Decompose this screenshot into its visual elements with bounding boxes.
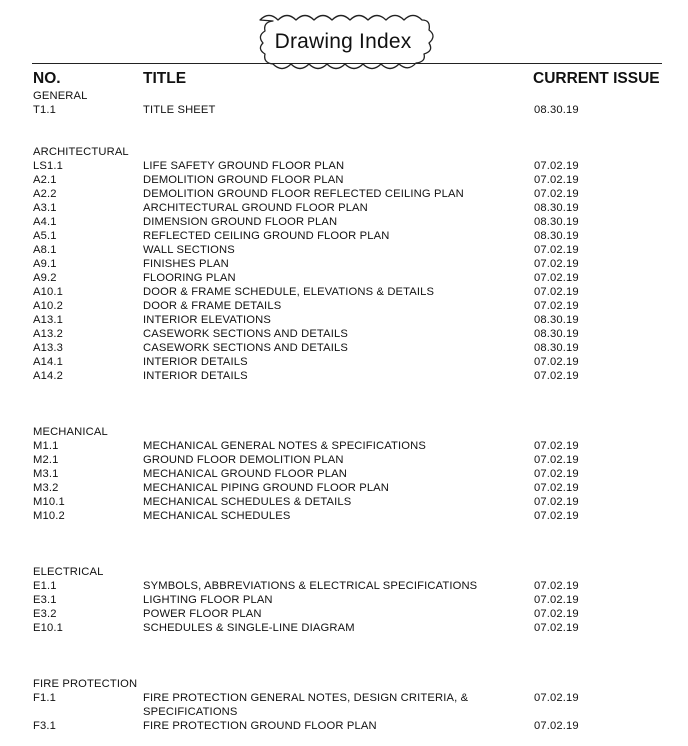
sheet-title: FIRE PROTECTION GENERAL NOTES, DESIGN CRITERIA, & SPECIFICATIONS (143, 692, 469, 718)
table-row (33, 173, 673, 187)
table-row (33, 495, 673, 509)
issue-date: 07.02.19 (534, 580, 579, 592)
issue-date: 07.02.19 (534, 720, 579, 732)
issue-date: 08.30.19 (534, 342, 579, 354)
sheet-title: MECHANICAL PIPING GROUND FLOOR PLAN (143, 482, 390, 494)
sheet-number: M10.2 (33, 510, 65, 522)
section-heading-mechanical: MECHANICAL (33, 426, 108, 438)
table-row (33, 159, 673, 173)
sheet-title: MECHANICAL GROUND FLOOR PLAN (143, 468, 347, 480)
issue-date: 07.02.19 (534, 300, 579, 312)
table-row (33, 453, 673, 467)
table-row (33, 243, 673, 257)
sheet-title: LIFE SAFETY GROUND FLOOR PLAN (143, 160, 345, 172)
issue-date: 07.02.19 (534, 510, 579, 522)
table-row (33, 593, 673, 607)
sheet-title: ARCHITECTURAL GROUND FLOOR PLAN (143, 202, 368, 214)
spacer (33, 537, 673, 551)
sheet-number: A9.2 (33, 272, 57, 284)
sheet-number: A10.1 (33, 286, 63, 298)
spacer (33, 117, 673, 131)
issue-date: 08.30.19 (534, 230, 579, 242)
issue-date: 07.02.19 (534, 468, 579, 480)
issue-date: 07.02.19 (534, 692, 579, 704)
sheet-title: SYMBOLS, ABBREVIATIONS & ELECTRICAL SPECIFICATIONS (143, 580, 478, 592)
spacer (33, 551, 673, 565)
sheet-number: A13.3 (33, 342, 63, 354)
sheet-number: E3.1 (33, 594, 57, 606)
sheet-number: M3.2 (33, 482, 59, 494)
issue-date: 07.02.19 (534, 244, 579, 256)
table-row (33, 201, 673, 215)
sheet-number: A14.2 (33, 370, 63, 382)
table-row (33, 327, 673, 341)
sheet-title: FINISHES PLAN (143, 258, 229, 270)
sheet-number: E1.1 (33, 580, 57, 592)
sheet-number: A10.2 (33, 300, 63, 312)
table-row (33, 369, 673, 383)
sheet-title: DOOR & FRAME SCHEDULE, ELEVATIONS & DETAILS (143, 286, 435, 298)
issue-date: 08.30.19 (534, 328, 579, 340)
sheet-title: CASEWORK SECTIONS AND DETAILS (143, 342, 348, 354)
sheet-title: MECHANICAL GENERAL NOTES & SPECIFICATIONS (143, 440, 426, 452)
table-row (33, 285, 673, 299)
sheet-title: FLOORING PLAN (143, 272, 236, 284)
sheet-number: F3.1 (33, 720, 56, 732)
section-heading-architectural: ARCHITECTURAL (33, 146, 129, 158)
sheet-title: INTERIOR DETAILS (143, 356, 248, 368)
issue-date: 07.02.19 (534, 594, 579, 606)
spacer (33, 523, 673, 537)
table-row (33, 621, 673, 635)
table-row (33, 691, 673, 719)
sheet-title: MECHANICAL SCHEDULES & DETAILS (143, 496, 352, 508)
sheet-number: F1.1 (33, 692, 56, 704)
sheet-title: INTERIOR DETAILS (143, 370, 248, 382)
sheet-title: DEMOLITION GROUND FLOOR PLAN (143, 174, 344, 186)
section-heading-fire-protection: FIRE PROTECTION (33, 678, 138, 690)
page-title: Drawing Index (274, 30, 412, 53)
sheet-title: LIGHTING FLOOR PLAN (143, 594, 273, 606)
sheet-title: MECHANICAL SCHEDULES (143, 510, 291, 522)
drawing-list (33, 89, 673, 733)
sheet-title: DEMOLITION GROUND FLOOR REFLECTED CEILING PLAN (143, 188, 464, 200)
section-heading-general: GENERAL (33, 90, 88, 102)
issue-date: 07.02.19 (534, 482, 579, 494)
table-row (33, 299, 673, 313)
sheet-title: TITLE SHEET (143, 104, 216, 116)
table-row (33, 341, 673, 355)
section-heading-electrical: ELECTRICAL (33, 566, 104, 578)
table-row (33, 271, 673, 285)
table-row (33, 719, 673, 733)
spacer (33, 649, 673, 663)
sheet-title: DIMENSION GROUND FLOOR PLAN (143, 216, 338, 228)
spacer (33, 383, 673, 397)
spacer (33, 663, 673, 677)
table-row (33, 313, 673, 327)
table-row (33, 481, 673, 495)
sheet-number: T1.1 (33, 104, 56, 116)
issue-date: 08.30.19 (534, 104, 579, 116)
table-row (33, 257, 673, 271)
table-row (33, 579, 673, 593)
issue-date: 07.02.19 (534, 174, 579, 186)
sheet-number: A4.1 (33, 216, 57, 228)
header-rule (32, 63, 662, 64)
sheet-number: E3.2 (33, 608, 57, 620)
sheet-title: FIRE PROTECTION GROUND FLOOR PLAN (143, 720, 377, 732)
table-row (33, 439, 673, 453)
sheet-number: LS1.1 (33, 160, 63, 172)
spacer (33, 635, 673, 649)
sheet-number: A14.1 (33, 356, 63, 368)
column-header-title: TITLE (143, 70, 187, 87)
issue-date: 07.02.19 (534, 160, 579, 172)
issue-date: 07.02.19 (534, 356, 579, 368)
table-row (33, 103, 673, 117)
issue-date: 07.02.19 (534, 608, 579, 620)
table-row (33, 215, 673, 229)
spacer (33, 131, 673, 145)
sheet-number: A8.1 (33, 244, 57, 256)
issue-date: 07.02.19 (534, 622, 579, 634)
sheet-number: M10.1 (33, 496, 65, 508)
spacer (33, 397, 673, 411)
sheet-title: CASEWORK SECTIONS AND DETAILS (143, 328, 348, 340)
sheet-number: A2.1 (33, 174, 57, 186)
issue-date: 08.30.19 (534, 202, 579, 214)
sheet-title: WALL SECTIONS (143, 244, 235, 256)
sheet-number: A3.1 (33, 202, 57, 214)
issue-date: 07.02.19 (534, 286, 579, 298)
issue-date: 07.02.19 (534, 440, 579, 452)
sheet-number: A13.2 (33, 328, 63, 340)
issue-date: 07.02.19 (534, 454, 579, 466)
issue-date: 07.02.19 (534, 496, 579, 508)
sheet-number: A13.1 (33, 314, 63, 326)
column-header-current-issue: CURRENT ISSUE (533, 70, 660, 87)
sheet-title: SCHEDULES & SINGLE-LINE DIAGRAM (143, 622, 355, 634)
issue-date: 08.30.19 (534, 216, 579, 228)
issue-date: 07.02.19 (534, 188, 579, 200)
sheet-title: GROUND FLOOR DEMOLITION PLAN (143, 454, 344, 466)
sheet-number: M1.1 (33, 440, 59, 452)
issue-date: 07.02.19 (534, 258, 579, 270)
table-row (33, 509, 673, 523)
sheet-title: DOOR & FRAME DETAILS (143, 300, 282, 312)
table-row (33, 467, 673, 481)
spacer (33, 411, 673, 425)
issue-date: 07.02.19 (534, 370, 579, 382)
table-row (33, 607, 673, 621)
sheet-number: M2.1 (33, 454, 59, 466)
sheet-number: A5.1 (33, 230, 57, 242)
sheet-number: A2.2 (33, 188, 57, 200)
table-row (33, 229, 673, 243)
sheet-number: M3.1 (33, 468, 59, 480)
sheet-number: E10.1 (33, 622, 63, 634)
column-header-no: NO. (33, 70, 61, 87)
table-row (33, 355, 673, 369)
issue-date: 08.30.19 (534, 314, 579, 326)
table-row (33, 187, 673, 201)
issue-date: 07.02.19 (534, 272, 579, 284)
sheet-title: REFLECTED CEILING GROUND FLOOR PLAN (143, 230, 390, 242)
sheet-number: A9.1 (33, 258, 57, 270)
sheet-title: INTERIOR ELEVATIONS (143, 314, 272, 326)
sheet-title: POWER FLOOR PLAN (143, 608, 262, 620)
